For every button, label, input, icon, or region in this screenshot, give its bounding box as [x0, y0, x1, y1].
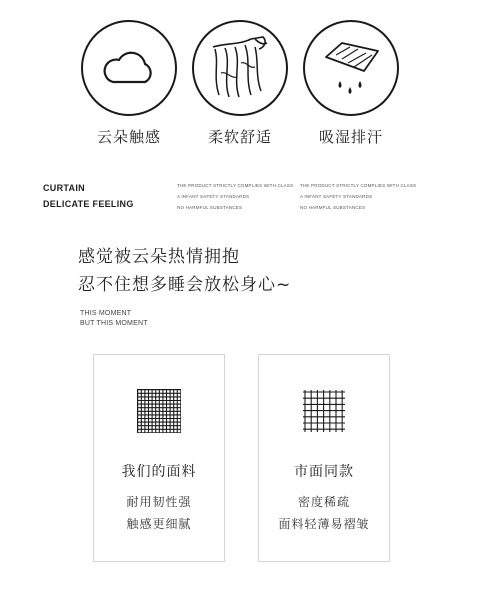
- compliance-line: NO HARMFUL SUBSTANCES: [177, 205, 243, 210]
- compliance-line: A INFANT SAFETY STANDARDS: [177, 194, 250, 199]
- moment-line: BUT THIS MOMENT: [80, 320, 148, 327]
- card-line: 面料轻薄易褶皱: [278, 517, 370, 531]
- feature-circle: [81, 20, 177, 116]
- title-line: CURTAIN: [43, 183, 85, 193]
- english-title: [43, 180, 134, 212]
- dense-weave-swatch: [137, 389, 181, 433]
- compliance-column-2: [300, 180, 416, 213]
- draped-fabric-icon: [205, 33, 275, 103]
- card-line: 触感更细腻: [126, 517, 192, 531]
- card-line: 密度稀疏: [297, 495, 350, 509]
- headline-line: 忍不住想多睡会放松身心~: [78, 275, 292, 295]
- compliance-line: THE PRODUCT STRICTLY COMPLIES WITH CLASS: [300, 183, 417, 188]
- card-title: 我们的面料: [121, 464, 197, 480]
- feature-cloud: [69, 20, 189, 147]
- compliance-line: THE PRODUCT STRICTLY COMPLIES WITH CLASS: [177, 183, 294, 188]
- card-market-fabric: [258, 354, 390, 562]
- feature-circle: [303, 20, 399, 116]
- cloud-icon: [99, 48, 159, 88]
- headline: [78, 243, 291, 299]
- sparse-weave-swatch: [302, 389, 346, 433]
- moment-line: THIS MOMENT: [80, 310, 132, 317]
- compliance-line: NO HARMFUL SUBSTANCES: [300, 205, 366, 210]
- compliance-column-1: [177, 180, 293, 213]
- feature-soft: [180, 20, 300, 147]
- title-line: DELICATE FEELING: [43, 199, 134, 209]
- card-line: 耐用韧性强: [126, 495, 192, 509]
- headline-line: 感觉被云朵热情拥抱: [78, 247, 240, 267]
- moment-caption: [80, 309, 148, 329]
- feature-absorb: [291, 20, 411, 147]
- feature-label: 吸湿排汗: [318, 128, 383, 146]
- feature-label: 柔软舒适: [207, 128, 272, 146]
- compliance-line: A INFANT SAFETY STANDARDS: [300, 194, 373, 199]
- feature-label: 云朵触感: [96, 128, 161, 146]
- card-title: 市面同款: [294, 464, 354, 480]
- feature-circle: [192, 20, 288, 116]
- card-our-fabric: [93, 354, 225, 562]
- absorbent-cloth-icon: [316, 33, 386, 103]
